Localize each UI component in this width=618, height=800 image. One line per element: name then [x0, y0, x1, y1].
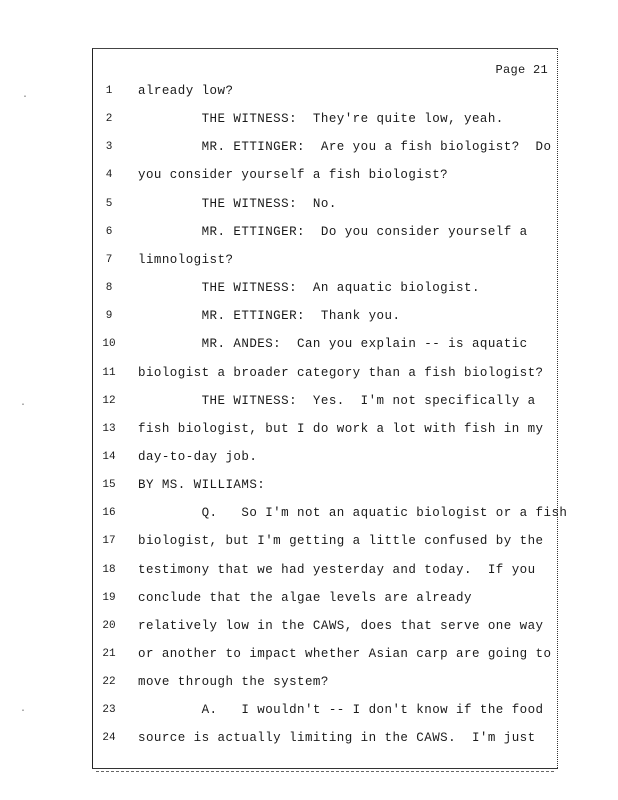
line-text: MR. ETTINGER: Are you a fish biologist? Do: [138, 140, 552, 155]
line-text: MR. ANDES: Can you explain -- is aquatic: [138, 337, 528, 352]
line-text: fish biologist, but I do work a lot with fish in my: [138, 421, 544, 436]
line-number: 6: [105, 225, 113, 238]
line-text: THE WITNESS: An aquatic biologist.: [138, 281, 480, 296]
line-text: MR. ETTINGER: Do you consider yourself a: [138, 224, 528, 239]
transcript-line: [0, 391, 618, 411]
transcript-line: [0, 194, 618, 214]
transcript-line: [0, 588, 618, 608]
transcript-line: [0, 306, 618, 326]
line-text: already low?: [138, 84, 234, 98]
line-text: relatively low in the CAWS, does that serve one way: [138, 618, 544, 633]
transcript-line: [0, 503, 618, 523]
line-number: 15: [102, 479, 116, 492]
line-number: 11: [102, 366, 116, 379]
line-number: 17: [102, 535, 116, 548]
transcript-line: [0, 109, 618, 129]
transcript-line: [0, 250, 618, 270]
line-text: BY MS. WILLIAMS:: [138, 478, 266, 493]
transcript-line: [0, 475, 618, 495]
transcript-line: [0, 222, 618, 242]
transcript-line: [0, 644, 618, 664]
line-number: 20: [102, 619, 116, 632]
line-number: 21: [102, 648, 116, 660]
transcript-line: [0, 334, 618, 354]
margin-mark: ·: [22, 92, 29, 103]
transcript-line: [0, 419, 618, 439]
line-number: 4: [105, 169, 113, 182]
transcript-line: [0, 137, 618, 157]
transcript-line: [0, 363, 618, 383]
line-text: move through the system?: [138, 675, 329, 690]
line-text: or another to impact whether Asian carp are going to: [138, 647, 552, 661]
line-text: biologist a broader category than a fish biologist?: [138, 365, 544, 380]
line-text: THE WITNESS: No.: [138, 196, 337, 211]
line-text: A. I wouldn't -- I don't know if the food: [138, 703, 544, 718]
line-number: 23: [102, 704, 116, 717]
line-number: 10: [102, 338, 116, 351]
line-number: 24: [102, 732, 116, 745]
transcript-line: [0, 165, 618, 185]
page-number: Page 21: [495, 63, 548, 77]
transcript-line: [0, 531, 618, 551]
transcript-line: [0, 700, 618, 720]
line-text: testimony that we had yesterday and today. If you: [138, 562, 536, 577]
line-number: 12: [102, 394, 116, 407]
line-number: 16: [102, 507, 116, 520]
line-text: biologist, but I'm getting a little confused by the: [138, 534, 544, 549]
margin-mark: ·: [20, 400, 27, 411]
line-text: THE WITNESS: They're quite low, yeah.: [138, 112, 504, 127]
transcript-line: [0, 560, 618, 580]
line-text: THE WITNESS: Yes. I'm not specifically a: [138, 393, 536, 408]
line-number: 1: [105, 85, 113, 97]
line-text: you consider yourself a fish biologist?: [138, 168, 449, 183]
transcript-line: [0, 672, 618, 692]
line-number: 19: [102, 591, 116, 604]
line-number: 9: [105, 310, 113, 323]
line-number: 22: [102, 676, 116, 689]
line-text: conclude that the algae levels are already: [138, 590, 472, 605]
line-number: 13: [102, 422, 116, 435]
line-number: 18: [102, 563, 116, 576]
line-text: source is actually limiting in the CAWS. I'm just: [138, 731, 536, 746]
transcript-line: [0, 447, 618, 467]
line-number: 7: [105, 253, 113, 266]
line-number: 3: [105, 141, 113, 154]
line-text: day-to-day job.: [138, 449, 258, 464]
line-number: 14: [102, 450, 116, 463]
line-number: 2: [105, 113, 113, 126]
line-number: 5: [105, 197, 113, 210]
line-text: Q. So I'm not an aquatic biologist or a fish: [138, 506, 568, 521]
line-text: limnologist?: [138, 252, 234, 267]
margin-mark: ·: [20, 706, 27, 717]
transcript-line: [0, 728, 618, 748]
transcript-line: [0, 81, 618, 101]
transcript-line: [0, 616, 618, 636]
line-number: 8: [105, 282, 113, 295]
transcript-line: [0, 278, 618, 298]
line-text: MR. ETTINGER: Thank you.: [138, 309, 401, 324]
